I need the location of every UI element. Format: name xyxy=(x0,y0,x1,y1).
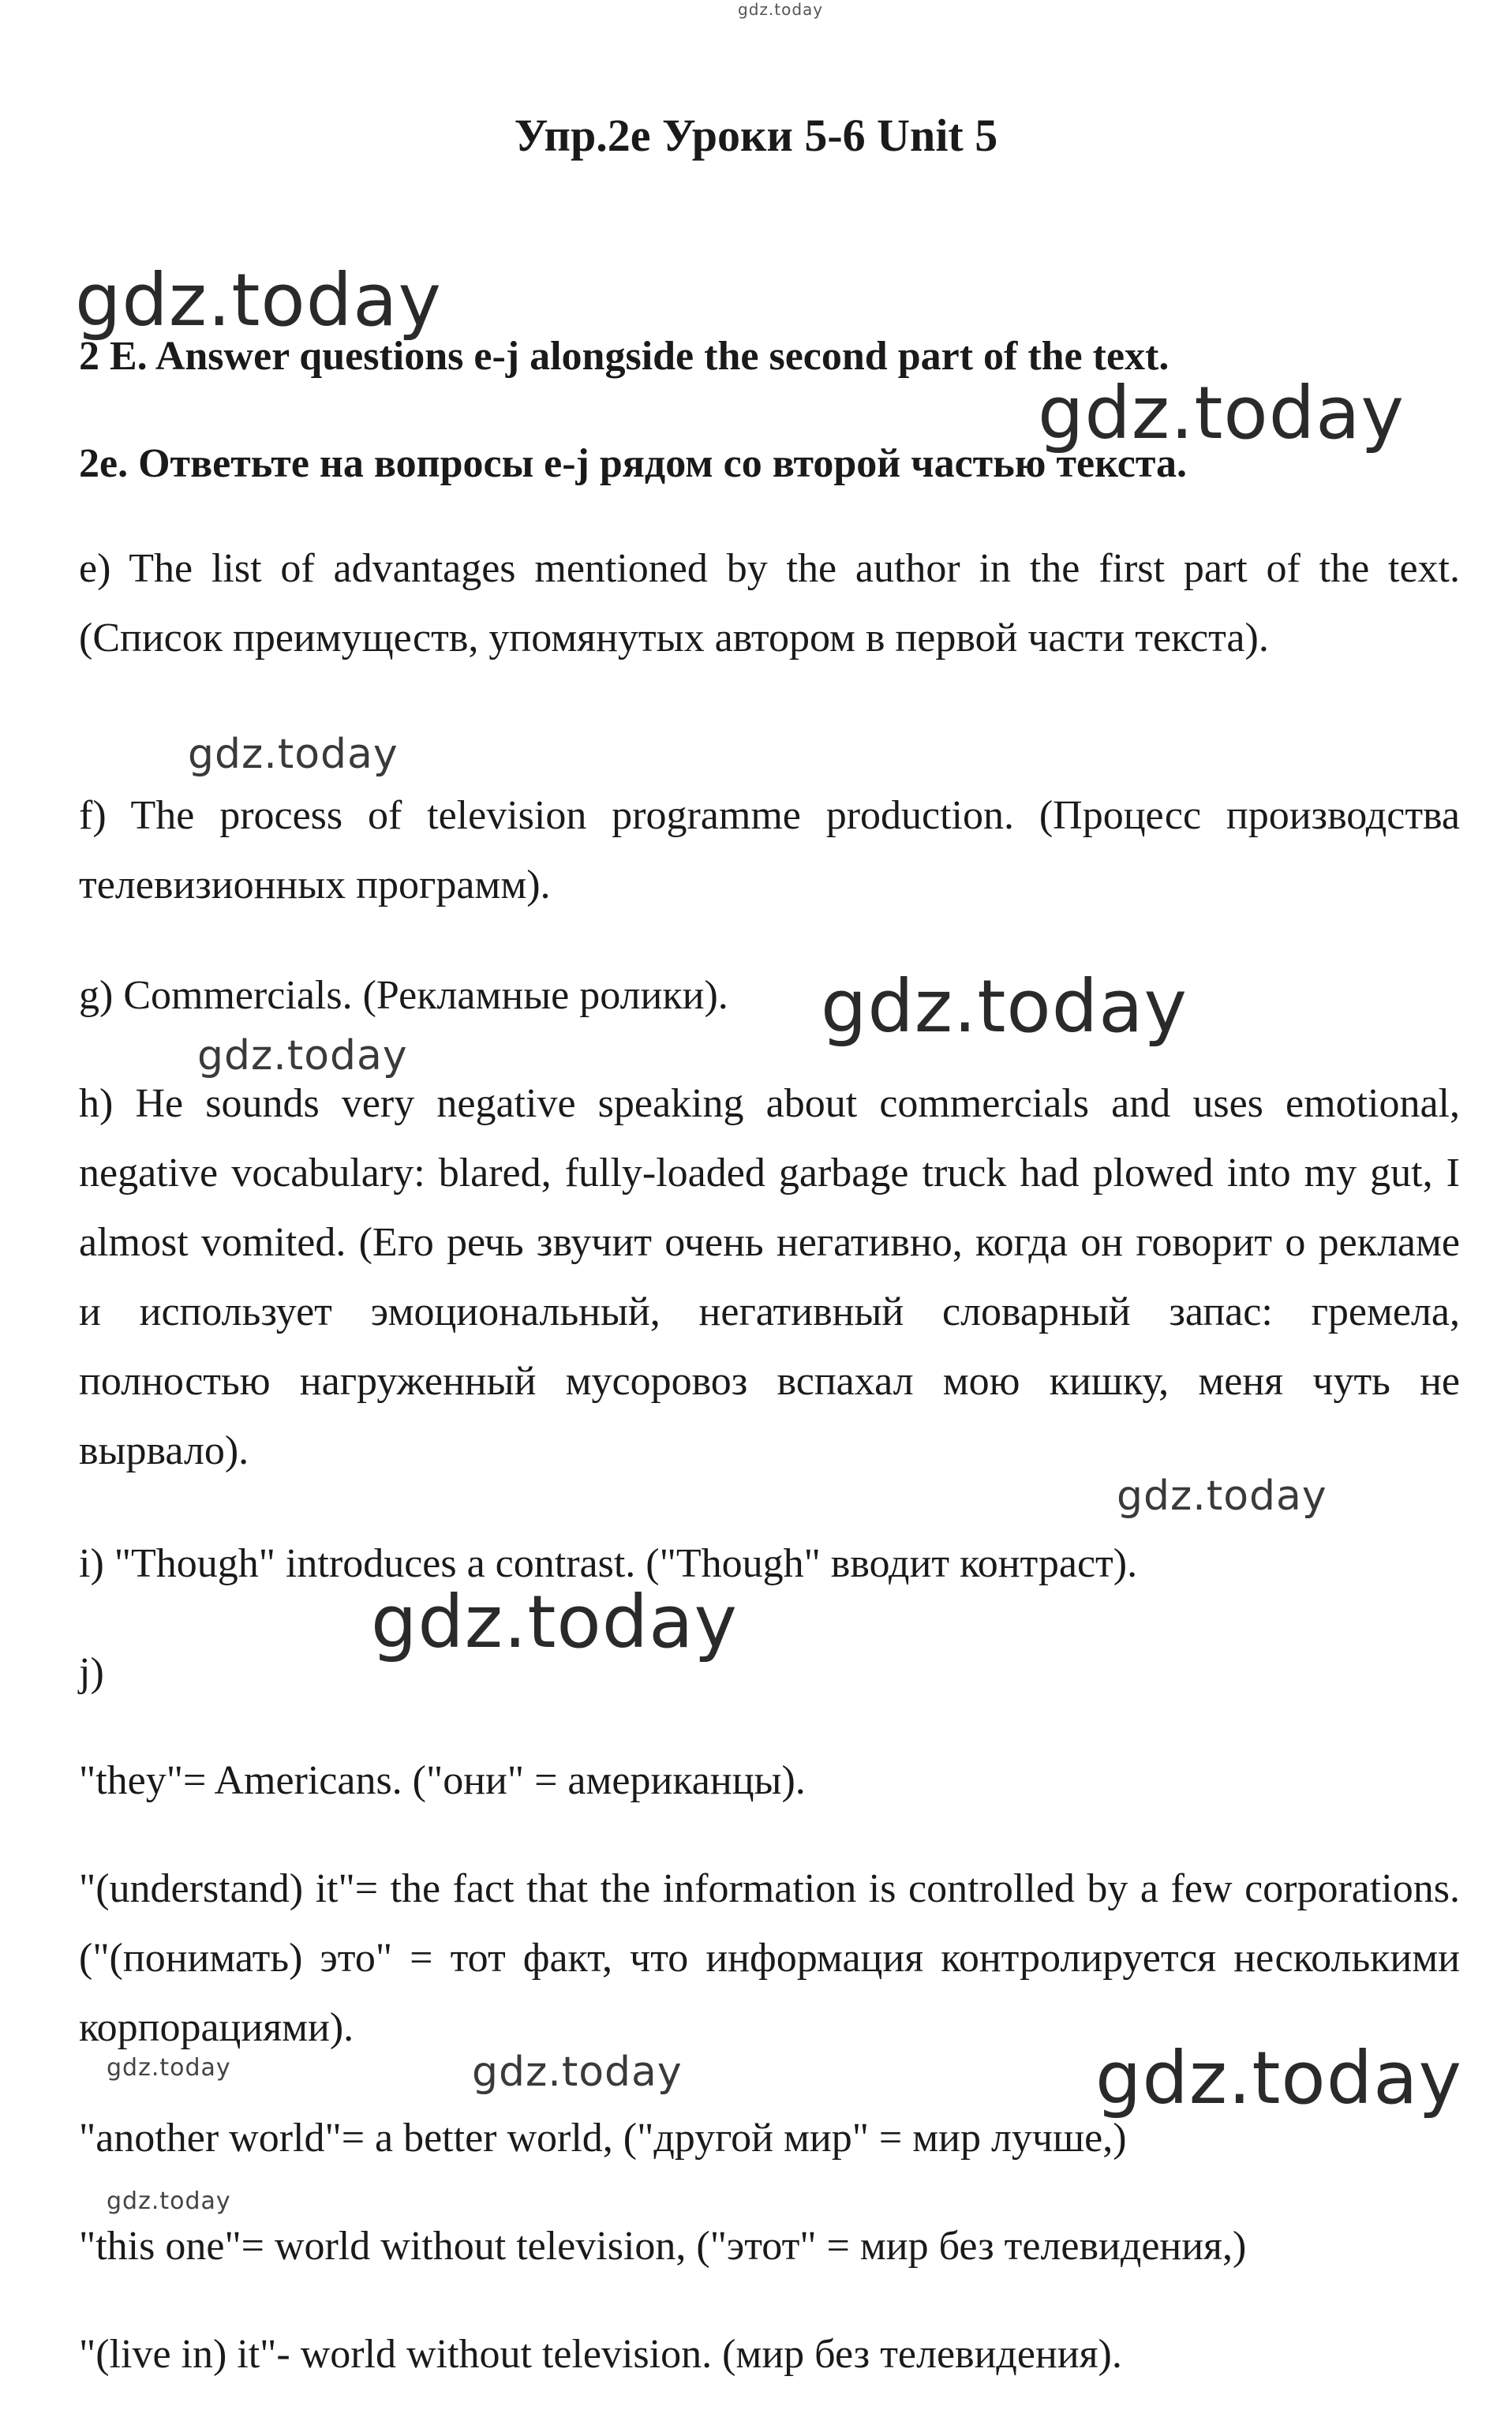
page-title: Упр.2е Уроки 5-6 Unit 5 xyxy=(514,110,998,161)
watermark-1: gdz.today xyxy=(75,258,442,342)
watermark-7: gdz.today xyxy=(371,1580,738,1664)
watermark-6: gdz.today xyxy=(1117,1472,1327,1520)
watermark-10: gdz.today xyxy=(1095,2036,1462,2120)
watermark-top: gdz.today xyxy=(738,0,824,19)
watermark-2: gdz.today xyxy=(1038,371,1405,455)
answer-j-they: "they"= Americans. ("они" = американцы). xyxy=(79,1758,806,1803)
watermark-8: gdz.today xyxy=(107,2054,231,2082)
answer-g: g) Commercials. (Рекламные ролики). xyxy=(79,973,728,1018)
task-heading-ru: 2е. Ответьте на вопросы e-j рядом со второй частью текста. xyxy=(79,441,1187,486)
answer-j-label: j) xyxy=(79,1650,104,1695)
watermark-5: gdz.today xyxy=(197,1032,408,1080)
watermark-9: gdz.today xyxy=(472,2049,683,2096)
watermark-4: gdz.today xyxy=(821,964,1188,1049)
answer-j-live: "(live in) it"- world without television. (мир без телевидения). xyxy=(79,2332,1122,2377)
answer-j-this: "this one"= world without television, ("этот" = мир без телевидения,) xyxy=(79,2224,1247,2269)
watermark-11: gdz.today xyxy=(107,2187,231,2215)
answer-e: e) The list of advantages mentioned by the author in the first part of the text. (Список преимуществ, упомянутых автором в первой части текста). xyxy=(79,546,1460,660)
task-heading-en: 2 E. Answer questions e-j alongside the second part of the text. xyxy=(79,334,1170,379)
answer-i: i) "Though" introduces a contrast. ("Though" вводит контраст). xyxy=(79,1541,1138,1586)
answer-j-understand: "(understand) it"= the fact that the information is controlled by a few corporations. ("(понимать) это" = тот факт, что информация контролируется несколькими корпорациями). xyxy=(79,1866,1460,2050)
answer-f: f) The process of television programme production. (Процесс производства телевизионных программ). xyxy=(79,793,1460,907)
answer-h: h) He sounds very negative speaking about commercials and uses emotional, negative vocabulary: blared, fully-loaded garbage truck had plowed into my gut, I almost vomited. (Его речь звучит очень негативно, когда он говорит о рекламе и использует эмоциональный, негативный словарный запас: гремела, полностью нагруженный мусоровоз вспахал мою кишку, меня чуть не вырвало). xyxy=(79,1081,1460,1473)
answer-j-another: "another world"= a better world, ("другой мир" = мир лучше,) xyxy=(79,2116,1127,2161)
watermark-3: gdz.today xyxy=(188,731,399,778)
